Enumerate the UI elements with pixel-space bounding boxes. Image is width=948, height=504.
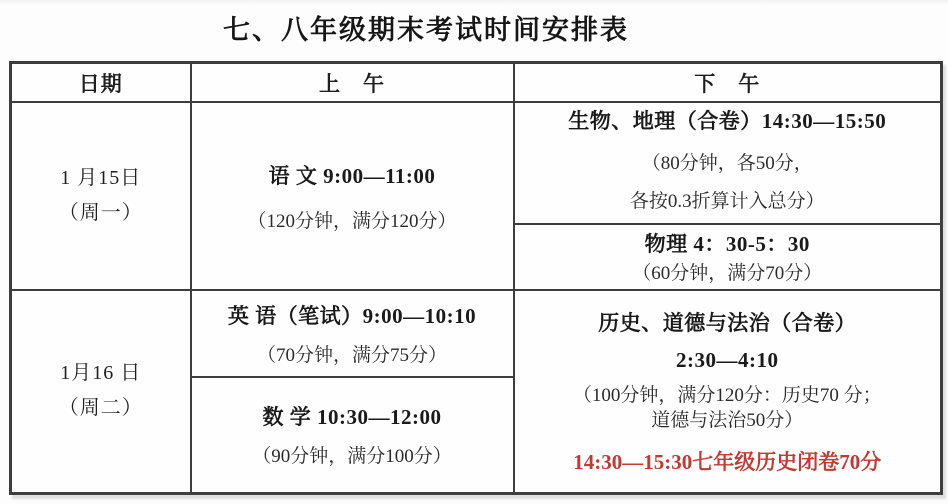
biology-geography-exam-detail-1: （80分钟，各50分， <box>641 153 813 174</box>
day2-weekday: （周二） <box>58 397 143 420</box>
english-exam-title: 英 语（笔试）9:00—10:10 <box>227 304 477 328</box>
header-row <box>11 63 942 103</box>
day1-weekday: （周一） <box>58 202 143 224</box>
history-morality-exam-detail-2: 道德与法治50分） <box>651 410 804 432</box>
history-morality-exam-title: 历史、道德与法治（合卷） <box>598 310 857 335</box>
day2-row-top <box>11 290 942 377</box>
header-morning: 上 午 <box>191 63 514 103</box>
day2-date-cell <box>11 290 191 493</box>
day2-afternoon-history-cell <box>514 290 942 493</box>
day1-afternoon-biology-geography-cell <box>514 102 942 224</box>
day1-morning-cell <box>191 102 514 290</box>
physics-exam-detail: （60分钟，满分70分） <box>632 262 823 284</box>
biology-geography-exam-title: 生物、地理（合卷）14:30—15:50 <box>568 109 887 133</box>
day1-afternoon-physics-cell <box>514 224 942 290</box>
math-exam-detail: （90分钟，满分100分） <box>252 446 452 468</box>
grade7-history-closed-book-note: 14:30—15:30七年级历史闭卷70分 <box>573 449 882 474</box>
header-afternoon: 下 午 <box>514 63 942 103</box>
day1-date: 1 月15日 <box>60 167 142 189</box>
page-title: 七、八年级期末考试时间安排表 <box>223 15 629 45</box>
chinese-exam-detail: （120分钟，满分120分） <box>247 210 457 232</box>
chinese-exam-title: 语 文 9:00—11:00 <box>268 163 436 188</box>
day2-morning-english-cell <box>191 290 514 377</box>
day1-row-top <box>11 102 942 224</box>
day2-morning-math-cell <box>191 377 514 493</box>
math-exam-title: 数 学 10:30—12:00 <box>262 405 442 430</box>
history-morality-exam-time: 2:30—4:10 <box>676 347 779 372</box>
day1-date-cell <box>11 102 191 290</box>
header-date: 日期 <box>11 63 191 103</box>
exam-schedule-table <box>9 61 943 495</box>
history-morality-exam-detail-1: （100分钟，满分120分：历史70 分； <box>572 384 882 406</box>
day2-date: 1月16 日 <box>60 362 142 385</box>
english-exam-detail: （70分钟，满分75分） <box>256 345 447 366</box>
physics-exam-title: 物理 4：30-5：30 <box>644 231 810 256</box>
biology-geography-exam-detail-2: 各按0.3折算计入总分） <box>629 191 825 212</box>
